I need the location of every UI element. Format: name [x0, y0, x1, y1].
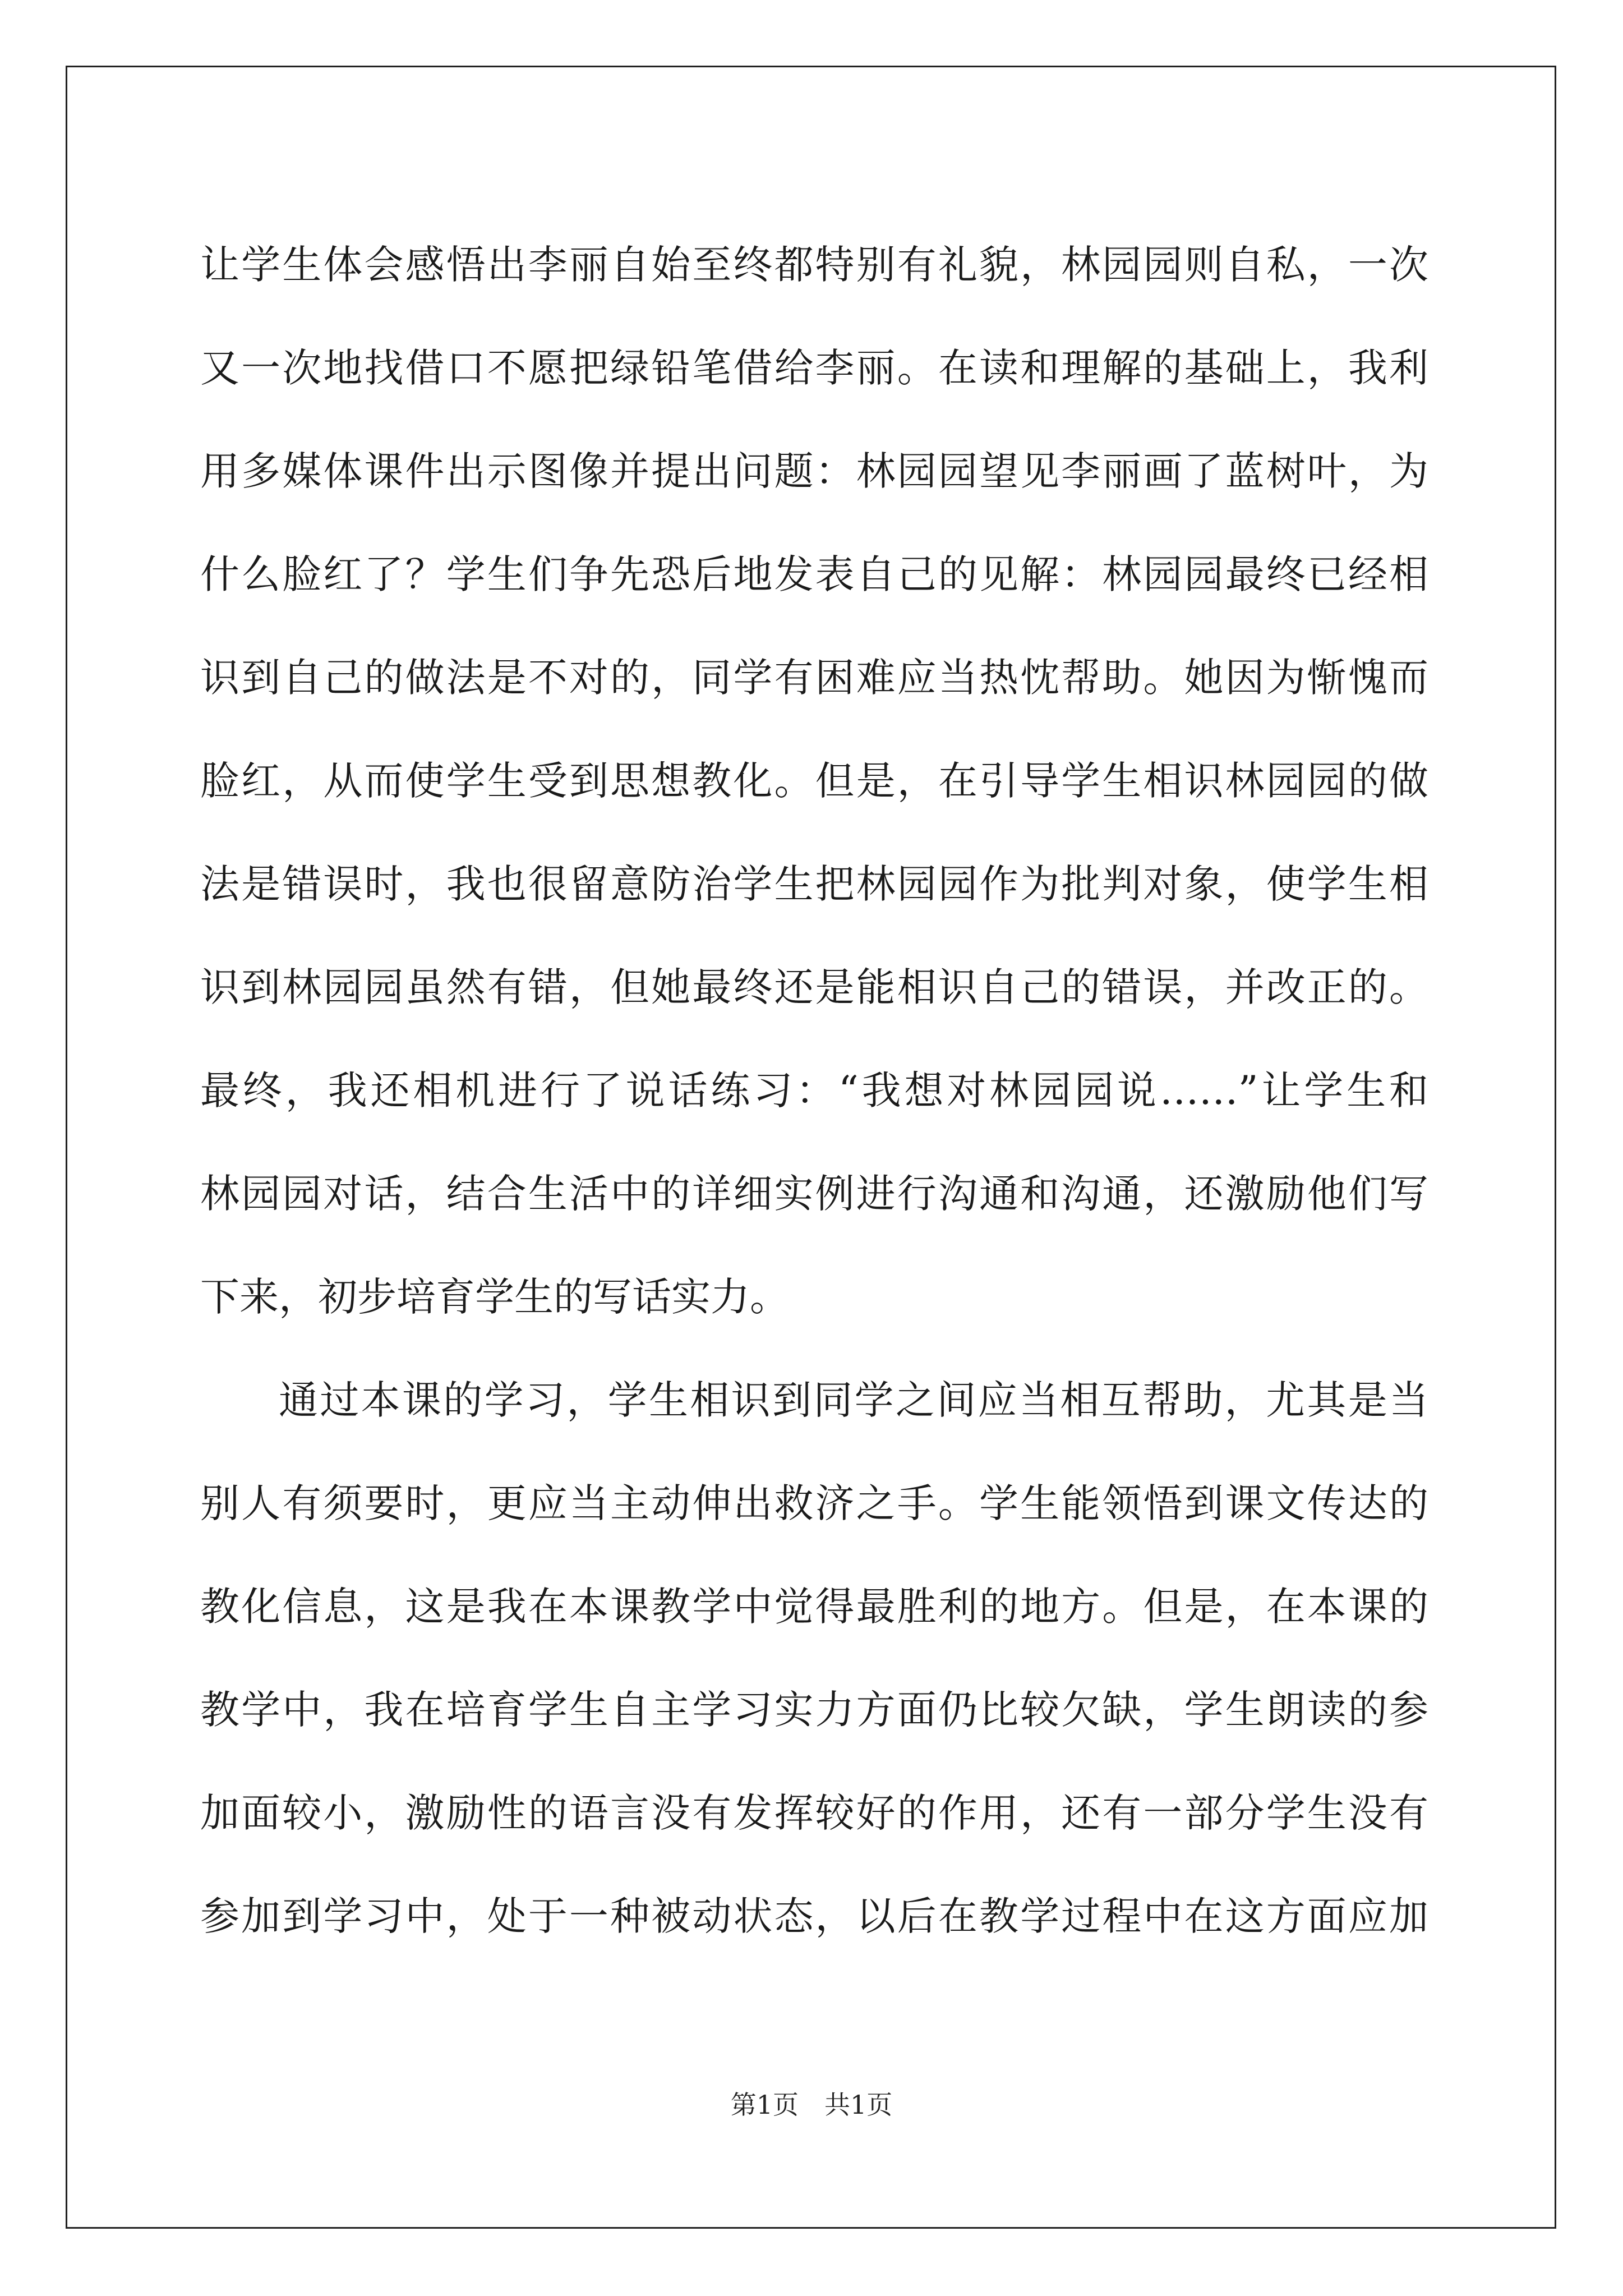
text-line: 参加到学习中，处于一种被动状态，以后在教学过程中在这方面应加	[200, 1893, 1428, 1939]
text-line: 别人有须要时，更应当主动伸出救济之手。学生能领悟到课文传达的	[200, 1480, 1428, 1526]
text-line: 让学生体会感悟出李丽自始至终都特别有礼貌，林园园则自私，一次	[200, 242, 1428, 288]
text-line: 又一次地找借口不愿把绿铅笔借给李丽。在读和理解的基础上，我利	[200, 345, 1428, 391]
text-line: 什么脸红了？学生们争先恐后地发表自己的见解：林园园最终已经相	[200, 551, 1428, 597]
text-line: 识到林园园虽然有错，但她最终还是能相识自己的错误，并改正的。	[200, 964, 1428, 1010]
text-line: 教学中，我在培育学生自主学习实力方面仍比较欠缺，学生朗读的参	[200, 1687, 1428, 1733]
paragraph-1	[200, 213, 1428, 1349]
text-line: 教化信息，这是我在本课教学中觉得最胜利的地方。但是，在本课的	[200, 1584, 1428, 1630]
text-line: 下来，初步培育学生的写话实力。	[200, 1274, 789, 1320]
text-line: 林园园对话，结合生活中的详细实例进行沟通和沟通，还激励他们写	[200, 1171, 1428, 1217]
text-line: 用多媒体课件出示图像并提出问题：林园园望见李丽画了蓝树叶，为	[200, 448, 1428, 494]
paragraph-2	[200, 1349, 1428, 1968]
text-line: 法是错误时，我也很留意防治学生把林园园作为批判对象，使学生相	[200, 861, 1428, 907]
page-number-label: 第1页 共1页	[730, 2090, 893, 2120]
document-body	[200, 213, 1428, 1968]
page-footer	[0, 2088, 1623, 2122]
text-line: 通过本课的学习，学生相识到同学之间应当相互帮助，尤其是当	[279, 1377, 1428, 1423]
text-line: 最终，我还相机进行了说话练习：“我想对林园园说……”让学生和	[200, 1068, 1428, 1114]
text-line: 脸红，从而使学生受到思想教化。但是，在引导学生相识林园园的做	[200, 758, 1428, 804]
text-line: 识到自己的做法是不对的，同学有困难应当热忱帮助。她因为惭愧而	[200, 655, 1428, 701]
text-line: 加面较小，激励性的语言没有发挥较好的作用，还有一部分学生没有	[200, 1790, 1428, 1836]
